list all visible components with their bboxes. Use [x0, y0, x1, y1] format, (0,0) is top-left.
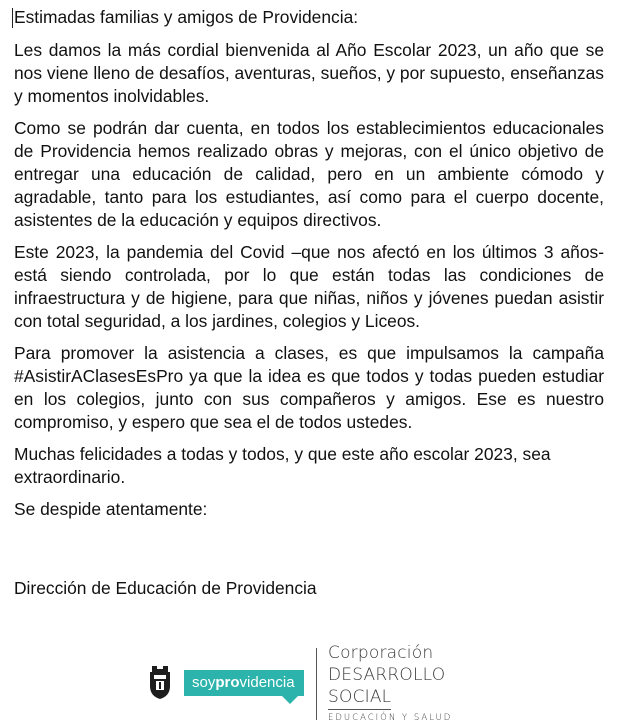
soy-logo-part1: soy: [192, 674, 216, 691]
paragraph-wishes: Muchas felicidades a todas y todos, y que este año escolar 2023, sea extraordinario.: [14, 444, 551, 487]
corp-logo-line4: EDUCACIÓN Y SALUD: [328, 713, 453, 723]
paragraph-campaign: Para promover la asistencia a clases, es que impulsamos la campaña #AsistirAClasesEsPro ya que la idea es que todos y todas pueden estudiar en los colegios, junto con sus compañeros y amigos. Ese es nuestro compromiso, y espero que sea el de todos ustedes.: [14, 343, 604, 432]
soyprovidencia-logo: [184, 670, 304, 696]
paragraph-welcome: Les damos la más cordial bienvenida al Año Escolar 2023, un año que se nos viene lleno de desafíos, aventuras, sueños, y por supuesto, enseñanzas y momentos inolvidables.: [14, 40, 604, 106]
footer-logos: [0, 640, 642, 728]
corp-logo-line3: SOCIAL: [328, 686, 391, 710]
corporacion-logo: [328, 642, 452, 723]
soy-logo-tail: [282, 696, 298, 704]
greeting-text: Estimadas familias y amigos de Providencia:: [14, 7, 359, 27]
corp-logo-line2: DESARROLLO: [328, 665, 446, 685]
soy-logo-part2: pro: [215, 674, 240, 691]
letter-greeting: [14, 6, 604, 29]
letter-signature: Dirección de Educación de Providencia: [14, 578, 317, 598]
letter-body: [14, 6, 604, 521]
text-cursor: [12, 8, 13, 28]
corp-logo-line1: Corporación: [328, 643, 434, 663]
letter-closing: Se despide atentamente:: [14, 499, 208, 519]
soy-logo-part3: videncia: [239, 674, 295, 691]
logo-divider: [316, 648, 317, 720]
paragraph-improvements: Como se podrán dar cuenta, en todos los establecimientos educacionales de Providencia hemos realizado obras y mejoras, con el único objetivo de entregar una educación de calidad, pero en un ambiente cómodo y agradable, tanto para los estudiantes, así como para el cuerpo docente, asistentes de la educación y equipos directivos.: [14, 118, 604, 230]
municipal-shield-icon: [148, 664, 172, 700]
paragraph-covid: Este 2023, la pandemia del Covid –que nos afectó en los últimos 3 años- está siendo controlada, por lo que están todas las condiciones de infraestructura y de higiene, para que niñas, niños y jóvenes puedan asistir con total seguridad, a los jardines, colegios y Liceos.: [14, 242, 604, 331]
